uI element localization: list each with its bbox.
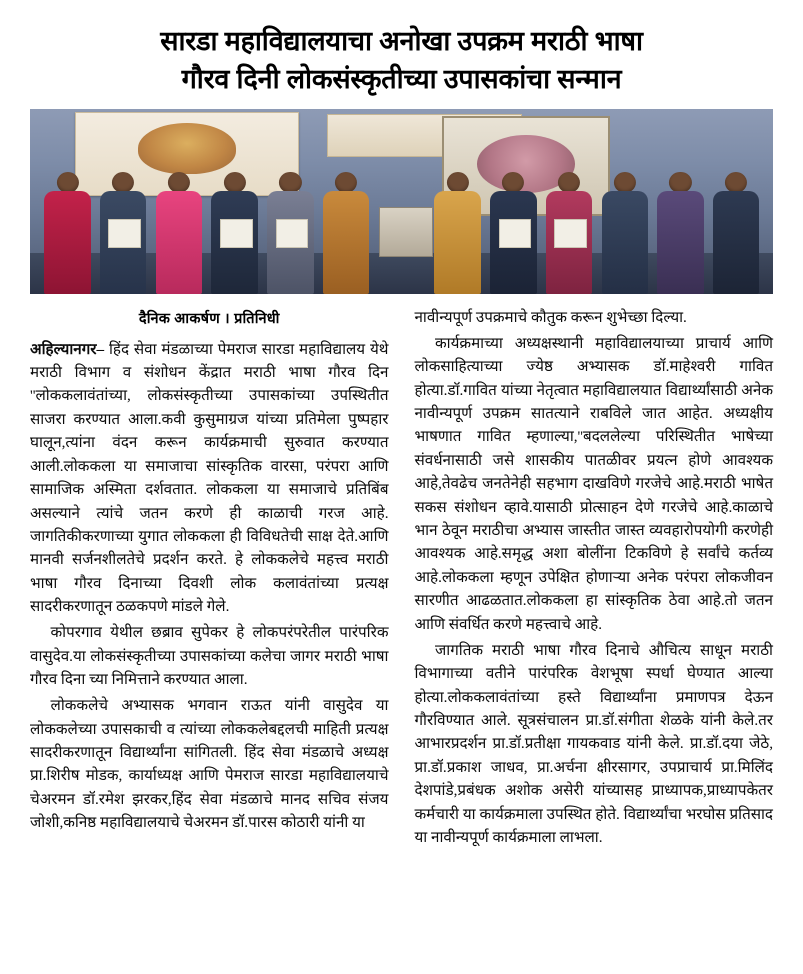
person-head xyxy=(112,172,134,193)
person-body xyxy=(323,191,369,294)
dateline: अहिल्यानगर– xyxy=(30,340,105,358)
certificate xyxy=(220,219,253,248)
person-body xyxy=(657,191,703,294)
column-right xyxy=(415,306,774,853)
column-left xyxy=(30,306,389,853)
headline-line-1: सारडा महाविद्यालयाचा अनोखा उपक्रम मराठी भाषा xyxy=(160,26,643,56)
paragraph: कोपरगाव येथील छब्राव सुपेकर हे लोकपरंपरेतील पारंपरिक वासुदेव.या लोकसंस्कृतीच्या उपासकांच्या कलेचा जागर मराठी भाषा गौरव दिना च्या निमित्ताने करण्यात आला. xyxy=(30,624,389,689)
paragraph: जागतिक मराठी भाषा गौरव दिनाचे औचित्य साधून मराठी विभागाच्या वतीने पारंपरिक वेशभूषा स्पर्धा घेण्यात आल्या होत्या.लोककलावंतांच्या हस्ते विद्यार्थ्यांना प्रमाणपत्र देऊन गौरविण्यात आले. सूत्रसंचालन प्रा.डॉ.संगीता शेळके यांनी केले.तर आभारप्रदर्शन प्रा.डॉ.प्रतीक्षा गायकवाड यांनी केले. प्रा.डॉ.दया जेठे, प्रा.डॉ.प्रकाश जाधव, प्रा.अर्चना क्षीरसागर, उपप्राचार्य प्रा.मिलिंद देशपांडे,प्रबंधक अशोक असेरी यांच्यासह प्राध्यापक,प्राध्यापकेतर कर्मचारी या कार्यक्रमाला उपस्थित होते. विद्यार्थ्यांचा भरघोस प्रतिसाद या नावीन्यपूर्ण कार्यक्रमाला लाभला. xyxy=(414,641,773,847)
person-figure xyxy=(654,170,707,294)
page-title xyxy=(30,22,773,99)
person-head xyxy=(725,172,747,193)
paragraph-text: हिंद सेवा मंडळाच्या पेमराज सारडा महाविद्यालय येथे मराठी विभाग व संशोधन केंद्रात मराठी भाषा गौरव दिन ''लोककलावंतांच्या, लोकसंस्कृतीच्या उपासकांच्या उपस्थितीत साजरा करण्यात आला.कवी कुसुमाग्रज यांच्या प्रतिमेला पुष्पहार घालून,त्यांना वंदन करून कार्यक्रमाची सुरुवात करण्यात आली.लोककला या समाजाचा सांस्कृतिक वारसा, परंपरा आणि सामाजिक अस्मिता दर्शवतात. लोककला या समाजाचे प्रतिबिंब असल्याने त्यांचे जतन करणे ही काळाची गरज आहे. जागतिकीकरणाच्या युगात लोककला ही विविधतेची साक्ष देते.आणि मानवी सर्जनशीलतेचे प्रदर्शन करते. हे लोककलेचे महत्त्व मराठी भाषा गौरव दिनाच्या दिवशी लोक कलावंतांच्या प्रत्यक्ष सादरीकरणातून ठळकपणे मांडले गेले. xyxy=(30,340,389,616)
person-head xyxy=(558,172,580,193)
person-figure xyxy=(431,170,484,294)
person-figure xyxy=(598,170,651,294)
person-figure xyxy=(41,170,94,294)
person-figure xyxy=(264,170,317,294)
person-figure xyxy=(320,170,373,294)
person-figure xyxy=(208,170,261,294)
paragraph: लोककलेचे अभ्यासक भगवान राऊत यांनी वासुदेव या लोककलेच्या उपासकाची व त्यांच्या लोककलेबद्दलची माहिती प्रत्यक्ष सादरीकरणातून विद्यार्थ्यांना सांगितली. हिंद सेवा मंडळाचे अध्यक्ष प्रा.शिरीष मोडक, कार्याध्यक्ष आणि पेमराज सारडा महाविद्यालयाचे चेअरमन डॉ.रमेश झरकर,हिंद सेवा मंडळाचे मानद सचिव संजय जोशी,कनिष्ठ महाविद्यालयाचे चेअरमन डॉ.पारस कोठारी यांनी या xyxy=(30,697,389,832)
person-head xyxy=(56,172,78,193)
paragraph: कार्यक्रमाच्या अध्यक्षस्थानी महाविद्यालयाच्या प्राचार्य आणि लोकसाहित्याच्या ज्येष्ठ अभ्यासक डॉ.माहेश्वरी गावित होत्या.डॉ.गावित यांच्या नेतृत्वात महाविद्यालयात विद्यार्थ्यांसाठी अनेक नावीन्यपूर्ण उपक्रम सातत्याने राबविले जात आहेत. अध्यक्षीय भाषणात गावित म्हणाल्या,''बदललेल्या परिस्थितीत भाषेच्या संवर्धनासाठी जसे शासकीय पातळीवर प्रयत्न होणे आवश्यक आहे,तेवढेच जनतेनेही सहभाग दाखविणे गरजेचे आहे.मराठी भाषेत सकस संशोधन व्हावे.यासाठी प्रोत्साहन देणे गरजेचे आहे.काळाचे भान ठेवून मराठीचा अभ्यास जास्तीत जास्त व्यवहारोपयोगी करणेही आवश्यक आहे.समृद्ध अशा बोलींना टिकविणे हे सर्वांचे कर्तव्य आहे.लोककला म्हणून उपेक्षित होणाऱ्या अनेक परंपरा लोकजीवन सारणीत आढळतात.लोककला हा सांस्कृतिक ठेवा आहे.तो जतन आणि संवर्धित करणे महत्त्वाचे आहे. xyxy=(414,334,773,633)
person-body xyxy=(713,191,759,294)
person-head xyxy=(614,172,636,193)
person-head xyxy=(279,172,301,193)
person-body xyxy=(602,191,648,294)
person-figure xyxy=(710,170,763,294)
article-columns xyxy=(26,306,777,853)
headline-line-2: गौरव दिनी लोकसंस्कृतीच्या उपासकांचा सन्मान xyxy=(181,64,622,95)
certificate xyxy=(499,219,532,248)
byline: दैनिक आकर्षण । प्रतिनिधी xyxy=(138,310,280,327)
person-figure xyxy=(153,170,206,294)
person-head xyxy=(502,172,524,193)
certificate xyxy=(276,219,309,248)
certificate xyxy=(554,219,587,248)
person-head xyxy=(447,172,469,193)
person-head xyxy=(168,172,190,193)
person-figure xyxy=(487,170,540,294)
person-figure xyxy=(97,170,150,294)
person-body xyxy=(156,191,202,294)
person-body xyxy=(44,191,90,294)
person-head xyxy=(669,172,691,193)
photo-container xyxy=(30,109,773,294)
person-figure xyxy=(543,170,596,294)
certificate xyxy=(108,219,141,248)
person-head xyxy=(224,172,246,193)
person-head xyxy=(335,172,357,193)
paragraph: नावीन्यपूर्ण उपक्रमाचे कौतुक करून शुभेच्छा दिल्या. xyxy=(414,308,687,326)
paragraph xyxy=(30,338,389,619)
person-body xyxy=(434,191,480,294)
people-group xyxy=(30,149,773,293)
award-ceremony-photo xyxy=(30,109,773,294)
